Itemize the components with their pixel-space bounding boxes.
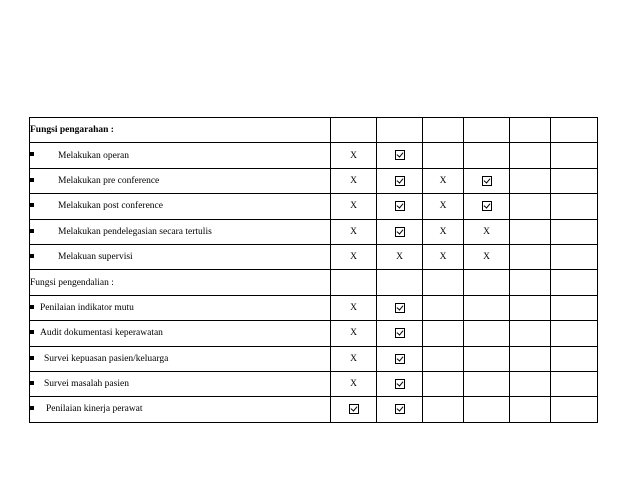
checkbox-checked-icon <box>395 379 405 389</box>
mark-cell <box>331 168 377 193</box>
row-label: Survei masalah pasien <box>44 379 129 390</box>
mark-cell <box>423 295 464 320</box>
bullet-icon <box>30 254 34 258</box>
mark-cell <box>464 346 510 371</box>
x-mark: X <box>483 252 490 263</box>
mark-cell <box>551 219 598 244</box>
bullet-icon <box>30 330 34 334</box>
row-label: Penilaian kinerja perawat <box>46 404 143 415</box>
mark-cell <box>464 371 510 396</box>
section-title-pengendalian: Fungsi pengendalian : <box>30 270 331 295</box>
mark-cell <box>551 295 598 320</box>
mark-cell <box>551 194 598 219</box>
mark-cell <box>423 118 464 143</box>
checkbox-checked-icon <box>395 176 405 186</box>
checkbox-checked-icon <box>482 176 492 186</box>
mark-cell <box>510 143 551 168</box>
mark-cell <box>377 194 423 219</box>
mark-cell <box>464 168 510 193</box>
bullet-icon <box>30 178 34 182</box>
table-row <box>30 143 598 168</box>
bullet-icon <box>30 381 34 385</box>
mark-cell <box>423 194 464 219</box>
x-mark: X <box>350 328 357 339</box>
mark-cell <box>423 168 464 193</box>
checkbox-checked-icon <box>395 150 405 160</box>
table-row <box>30 397 598 422</box>
mark-cell <box>331 244 377 269</box>
checkbox-checked-icon <box>395 227 405 237</box>
mark-cell <box>331 371 377 396</box>
mark-cell <box>423 346 464 371</box>
row-label: Penilaian indikator mutu <box>40 302 134 313</box>
mark-cell <box>510 270 551 295</box>
mark-cell <box>551 371 598 396</box>
x-mark: X <box>439 175 447 186</box>
x-mark: X <box>350 150 357 161</box>
mark-cell <box>423 143 464 168</box>
checkbox-checked-icon <box>349 404 359 414</box>
row-label: Melakukan post conference <box>58 201 163 212</box>
x-mark: X <box>350 175 357 186</box>
row-label: Audit dokumentasi keperawatan <box>40 328 163 339</box>
mark-cell <box>510 168 551 193</box>
x-mark: X <box>396 252 403 263</box>
mark-cell <box>510 371 551 396</box>
table-row <box>30 194 598 219</box>
row-label: Melakukan pendelegasian secara tertulis <box>58 226 212 237</box>
mark-cell <box>377 118 423 143</box>
bullet-icon <box>30 152 34 156</box>
mark-cell <box>551 244 598 269</box>
x-mark: X <box>483 226 490 237</box>
mark-cell <box>464 194 510 219</box>
section-title-pengarahan: Fungsi pengarahan : <box>30 118 331 143</box>
mark-cell <box>377 295 423 320</box>
x-mark: X <box>350 379 357 390</box>
mark-cell <box>464 270 510 295</box>
mark-cell <box>423 371 464 396</box>
mark-cell <box>423 321 464 346</box>
x-mark: X <box>350 302 357 313</box>
mark-cell <box>551 118 598 143</box>
mark-cell <box>423 397 464 422</box>
mark-cell <box>510 321 551 346</box>
mark-cell <box>551 321 598 346</box>
mark-cell <box>464 295 510 320</box>
mark-cell <box>331 397 377 422</box>
row-label: Melakuan supervisi <box>58 252 133 263</box>
mark-cell <box>464 244 510 269</box>
mark-cell <box>377 168 423 193</box>
bullet-icon <box>30 229 34 233</box>
mark-cell <box>464 219 510 244</box>
row-label: Melakukan pre conference <box>58 175 160 186</box>
mark-cell <box>331 321 377 346</box>
section-header-row <box>30 118 598 143</box>
mark-cell <box>510 118 551 143</box>
table-row <box>30 321 598 346</box>
mark-cell <box>377 346 423 371</box>
checkbox-checked-icon <box>395 404 405 414</box>
checkbox-checked-icon <box>395 354 405 364</box>
mark-cell <box>464 143 510 168</box>
checkbox-checked-icon <box>482 201 492 211</box>
mark-cell <box>423 244 464 269</box>
bullet-icon <box>30 305 34 309</box>
x-mark: X <box>350 353 357 364</box>
mark-cell <box>510 346 551 371</box>
table-row <box>30 295 598 320</box>
mark-cell <box>377 244 423 269</box>
mark-cell <box>510 194 551 219</box>
table-row <box>30 346 598 371</box>
bullet-icon <box>30 356 34 360</box>
table-row <box>30 168 598 193</box>
mark-cell <box>510 295 551 320</box>
section-header-row <box>30 270 598 295</box>
checkbox-checked-icon <box>395 303 405 313</box>
x-mark: X <box>439 252 447 263</box>
mark-cell <box>423 219 464 244</box>
mark-cell <box>551 168 598 193</box>
mark-cell <box>423 270 464 295</box>
table-row <box>30 371 598 396</box>
x-mark: X <box>350 201 357 212</box>
checkbox-checked-icon <box>395 201 405 211</box>
mark-cell <box>464 321 510 346</box>
evaluation-table <box>29 117 598 423</box>
bullet-icon <box>30 406 34 410</box>
mark-cell <box>331 295 377 320</box>
mark-cell <box>551 397 598 422</box>
mark-cell <box>510 219 551 244</box>
mark-cell <box>331 194 377 219</box>
mark-cell <box>331 219 377 244</box>
mark-cell <box>464 397 510 422</box>
bullet-icon <box>30 203 34 207</box>
table-row <box>30 219 598 244</box>
mark-cell <box>331 270 377 295</box>
mark-cell <box>331 118 377 143</box>
mark-cell <box>377 321 423 346</box>
table-row <box>30 244 598 269</box>
x-mark: X <box>439 201 447 212</box>
mark-cell <box>551 270 598 295</box>
checkbox-checked-icon <box>395 328 405 338</box>
mark-cell <box>377 397 423 422</box>
row-label: Melakukan operan <box>58 150 129 161</box>
mark-cell <box>510 244 551 269</box>
mark-cell <box>377 371 423 396</box>
x-mark: X <box>350 226 357 237</box>
mark-cell <box>510 397 551 422</box>
mark-cell <box>377 143 423 168</box>
mark-cell <box>377 219 423 244</box>
mark-cell <box>331 143 377 168</box>
mark-cell <box>377 270 423 295</box>
row-label: Survei kepuasan pasien/keluarga <box>44 353 169 364</box>
x-mark: X <box>439 226 447 237</box>
mark-cell <box>331 346 377 371</box>
mark-cell <box>551 143 598 168</box>
x-mark: X <box>350 252 357 263</box>
mark-cell <box>551 346 598 371</box>
mark-cell <box>464 118 510 143</box>
